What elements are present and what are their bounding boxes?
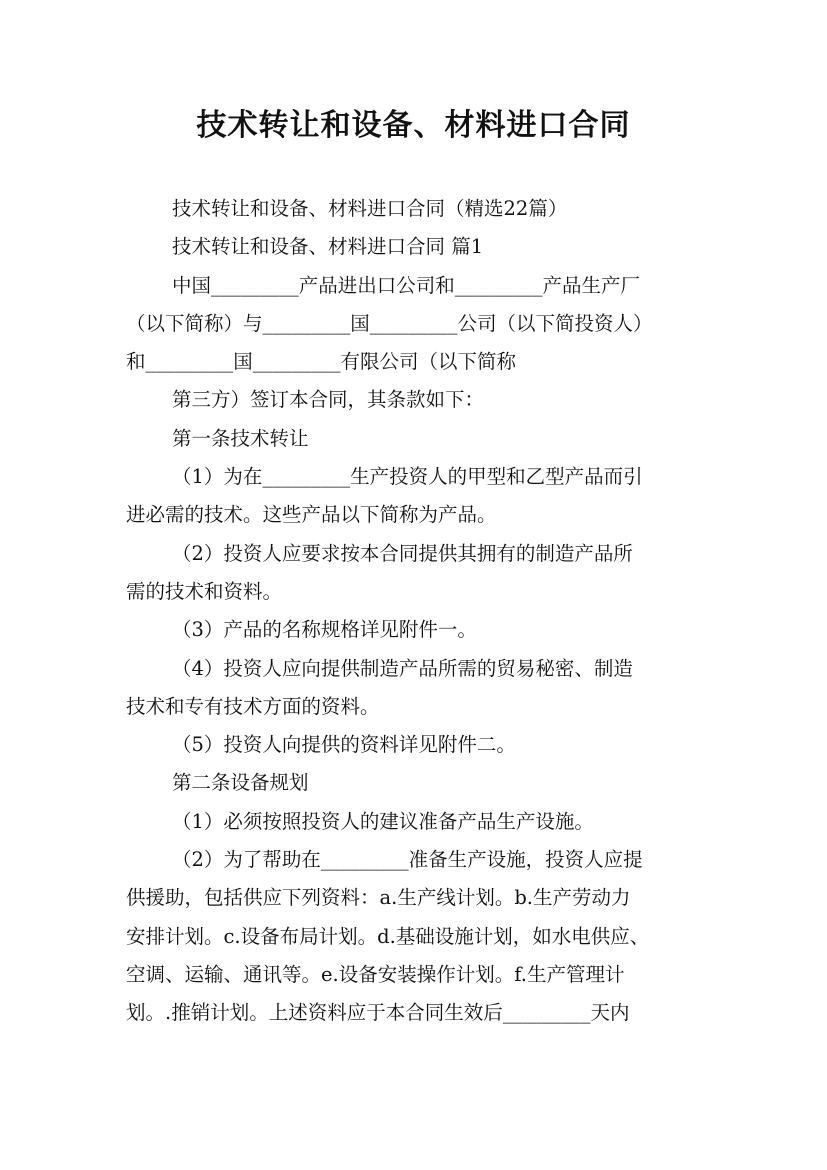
paragraph-line: 技术和专有技术方面的资料。 (126, 694, 380, 718)
paragraph-line: 需的技术和资料。 (126, 579, 283, 603)
section-heading: 技术转让和设备、材料进口合同 篇1 (172, 235, 484, 259)
paragraph-line: 划。.推销计划。上述资料应于本合同生效后_________天内 (126, 1001, 630, 1025)
doc-subtitle: 技术转让和设备、材料进口合同（精选22篇） (172, 197, 568, 220)
paragraph-line: 供援助，包括供应下列资料：a.生产线计划。b.生产劳动力 (126, 886, 631, 910)
paragraph-line: （4）投资人应向提供制造产品所需的贸易秘密、制造 (172, 656, 633, 680)
document-body (126, 190, 704, 1033)
document-title: 技术转让和设备、材料进口合同 (196, 108, 631, 143)
paragraph-line: （1）必须按照投资人的建议准备产品生产设施。 (172, 809, 594, 833)
paragraph-line: （2）为了帮助在_________准备生产设施，投资人应提 (172, 848, 643, 872)
paragraph-line: 安排计划。c.设备布局计划。d.基础设施计划，如水电供应、 (126, 924, 650, 948)
paragraph-line: （3）产品的名称规格详见附件一。 (172, 618, 477, 642)
article-heading: 第一条技术转让 (172, 426, 309, 450)
paragraph-line: 中国_________产品进出口公司和_________产品生产厂 (172, 273, 641, 297)
paragraph-line: 进必需的技术。这些产品以下简称为产品。 (126, 503, 497, 527)
paragraph-line: 第三方）签订本合同，其条款如下： (172, 388, 485, 412)
paragraph-line: （1）为在_________生产投资人的甲型和乙型产品而引 (172, 465, 643, 489)
paragraph-line: 和_________国_________有限公司（以下简称 (126, 350, 517, 374)
paragraph-line: （以下简称）与_________国_________公司（以下简投资人） (126, 311, 653, 335)
paragraph-line: 空调、运输、通讯等。e.设备安装操作计划。f.生产管理计 (126, 962, 625, 986)
paragraph-line: （5）投资人向提供的资料详见附件二。 (172, 733, 516, 757)
paragraph-line: （2）投资人应要求按本合同提供其拥有的制造产品所 (172, 541, 633, 565)
article-heading: 第二条设备规划 (172, 771, 309, 795)
